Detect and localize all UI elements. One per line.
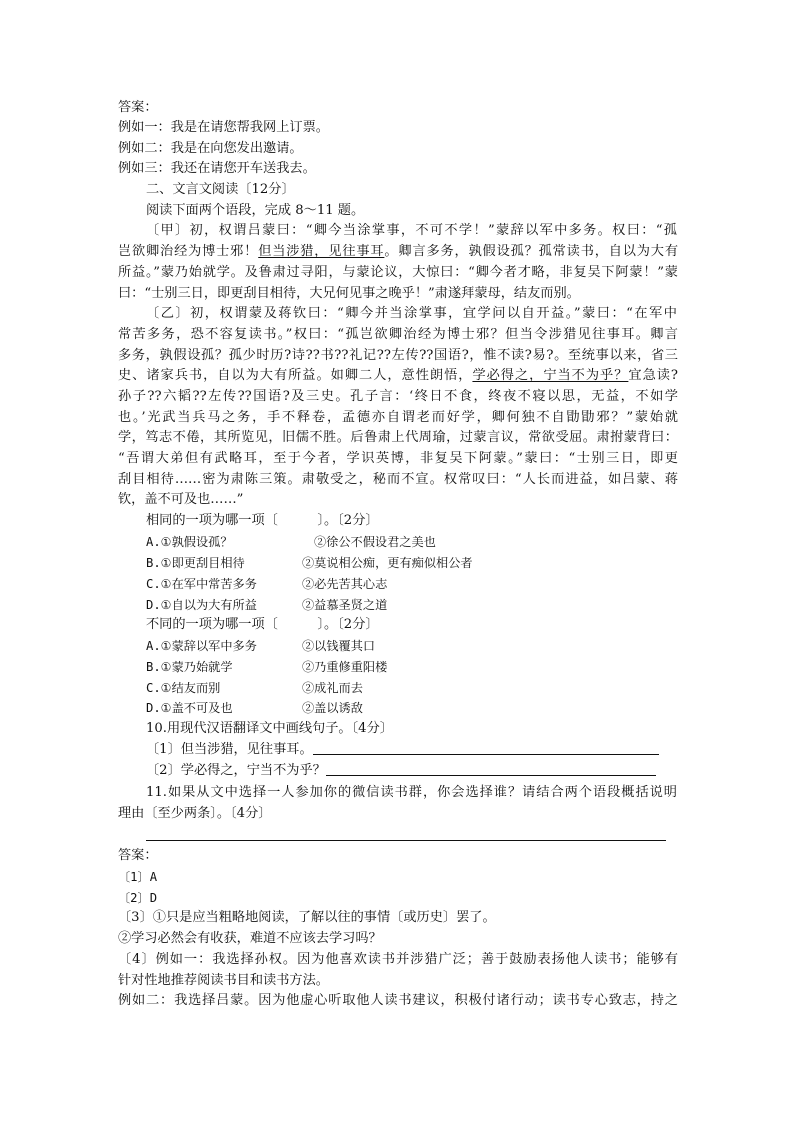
option-a — [146, 636, 706, 657]
option-text: ②莫说相公痴，更有痴似相公者 — [302, 556, 473, 570]
question-11-cont: 理由〔至少两条〕。〔4分〕 — [118, 806, 272, 821]
passage-yi-line: “吾谓大弟但有武略耳，至于今者，学识英博，非复吴下阿蒙。”蒙曰：“士别三日，即更 — [118, 451, 678, 466]
answer-item: 例如二：我选择吕蒙。因为他虚心听取他人读书建议，积极付诸行动；读书专心致志，持之 — [118, 993, 678, 1008]
passage-jia-line: 曰：“士别三日，即更刮目相待，大兄何见事之晚乎！”肃遂拜蒙母，结友而别。 — [118, 286, 580, 301]
text-segment: 岂欲卿治经为博士邪！ — [118, 244, 259, 259]
option-b — [146, 553, 706, 574]
answer-blank — [326, 775, 656, 776]
section-heading: 二、文言文阅读〔12分〕 — [146, 182, 295, 197]
question-11: 11.如果从文中选择一人参加你的微信读书群，你会选择谁？请结合两个语段概括说明 — [146, 785, 677, 800]
option-d — [146, 698, 706, 719]
question-9: 不同的一项为哪一项〔 〕。〔2分〕 — [146, 617, 379, 632]
passage-jia-line — [118, 242, 678, 263]
option-b — [146, 657, 706, 678]
passage-yi-line: 孙子??六韬??左传??国语?及三史。孔子言：‘终日不食，终夜不寝以思，无益，不如学 — [118, 389, 678, 404]
answer-item: 针对性地推荐阅读书目和读书方法。 — [118, 973, 329, 988]
answer-item: 〔4〕例如一：我选择孙权。因为他喜欢读书并涉猎广泛；善于鼓励表扬他人读书；能够有 — [118, 952, 678, 967]
question-10-item-1 — [146, 740, 706, 761]
option-text: A.①孰假设孤？ — [146, 535, 233, 549]
text-line: 例如一：我是在请您帮我网上订票。 — [118, 120, 329, 135]
item-text: 〔1〕但当涉猎，见往事耳。 — [146, 742, 313, 757]
question-10: 10.用现代汉语翻译文中画线句子。〔4分〕 — [146, 721, 393, 736]
passage-yi-line: 〔乙〕初，权谓蒙及蒋钦曰：“卿今并当涂掌事，宜学问以自开益。”蒙曰：“在军中 — [146, 306, 677, 321]
answer-heading: 答案： — [118, 100, 158, 115]
option-text: C.①结友而别 — [146, 681, 221, 695]
answer-blank — [146, 840, 666, 841]
question-8: 相同的一项为哪一项〔 〕。〔2分〕 — [146, 513, 379, 528]
option-text: C.①在军中常苦多务 — [146, 577, 257, 591]
answer-item: 〔2〕D — [118, 891, 158, 905]
option-d — [146, 595, 706, 616]
option-text: ②益慕圣贤之道 — [302, 598, 388, 612]
option-text: D.①自以为大有所益 — [146, 598, 257, 612]
option-text: B.①蒙乃始就学 — [146, 660, 233, 674]
option-text: ②徐公不假设君之美也 — [314, 535, 436, 549]
option-text: ②必先苦其心志 — [302, 577, 388, 591]
text-line: 例如三：我还在请您开车送我去。 — [118, 161, 316, 176]
text-line: 例如二：我是在向您发出邀请。 — [118, 141, 303, 156]
option-c — [146, 678, 706, 699]
option-c — [146, 574, 706, 595]
option-text: ②以钱覆其口 — [302, 639, 376, 653]
option-text: D.①盖不可及也 — [146, 701, 233, 715]
passage-yi-line: 刮目相待……密为肃陈三策。肃敬受之，秘而不宣。权常叹曰：“人长而进益，如吕蒙、蒋 — [118, 472, 678, 487]
passage-yi-line: 学，笃志不倦，其所览见，旧儒不胜。后鲁肃上代周瑜，过蒙言议，常欲受屈。肃拊蒙背曰： — [118, 430, 678, 445]
option-a — [146, 532, 706, 553]
underlined-sentence: 但当涉猎，见往事耳 — [258, 244, 385, 259]
passage-jia-line: 所益。”蒙乃始就学。及鲁肃过寻阳，与蒙论议，大惊曰：“卿今者才略，非复吴下阿蒙！”蒙 — [118, 265, 678, 280]
text-segment: 史、诸家兵书，自以为大有所益。如卿二人，意性朗悟， — [118, 368, 473, 383]
answer-blank — [313, 754, 659, 755]
option-text: B.①即更刮目相待 — [146, 556, 245, 570]
text-segment: 宜急读? — [628, 368, 678, 383]
passage-jia-line: 〔甲〕初，权谓吕蒙曰：“卿今当涂掌事，不可不学！”蒙辞以军中多务。权曰：“孤 — [146, 223, 677, 238]
answer-item: 〔1〕A — [118, 870, 158, 884]
underlined-sentence: 学必得之，宁当不为乎？ — [472, 368, 629, 383]
answer-item: 〔3〕①只是应当粗略地阅读，了解以往的事情〔或历史〕罢了。 — [118, 910, 496, 925]
answer-item: ②学习必然会有收获，难道不应该去学习吗？ — [118, 931, 382, 946]
option-text: A.①蒙辞以军中多务 — [146, 639, 257, 653]
passage-yi-line: 钦，盖不可及也……” — [118, 492, 244, 507]
passage-yi-line: 多务，孰假设孤？孤少时历?诗??书??礼记??左传??国语?，惟不读?易?。至统事以来，省三 — [118, 348, 678, 363]
option-text: ②成礼而去 — [302, 681, 363, 695]
passage-yi-line: 也。’光武当兵马之务，手不释卷，孟德亦自谓老而好学，卿何独不自勖勖邪？”蒙始就 — [118, 410, 678, 425]
item-text: 〔2〕学必得之，宁当不为乎？ — [146, 763, 326, 778]
passage-yi-line — [118, 366, 678, 387]
passage-yi-line: 常苦多务，恐不容复读书。”权曰：“孤岂欲卿治经为博士邪？但当令涉猎见往事耳。卿言 — [118, 327, 678, 342]
answer-heading: 答案： — [118, 848, 158, 863]
option-text: ②盖以诱敌 — [302, 701, 363, 715]
option-text: ②乃重修重阳楼 — [302, 660, 388, 674]
text-segment: 。卿言多务，孰假设孤？孤常读书，自以为大有 — [384, 244, 679, 259]
question-10-item-2 — [146, 761, 706, 782]
instruction-line: 阅读下面两个语段，完成 8～11 题。 — [146, 203, 365, 218]
